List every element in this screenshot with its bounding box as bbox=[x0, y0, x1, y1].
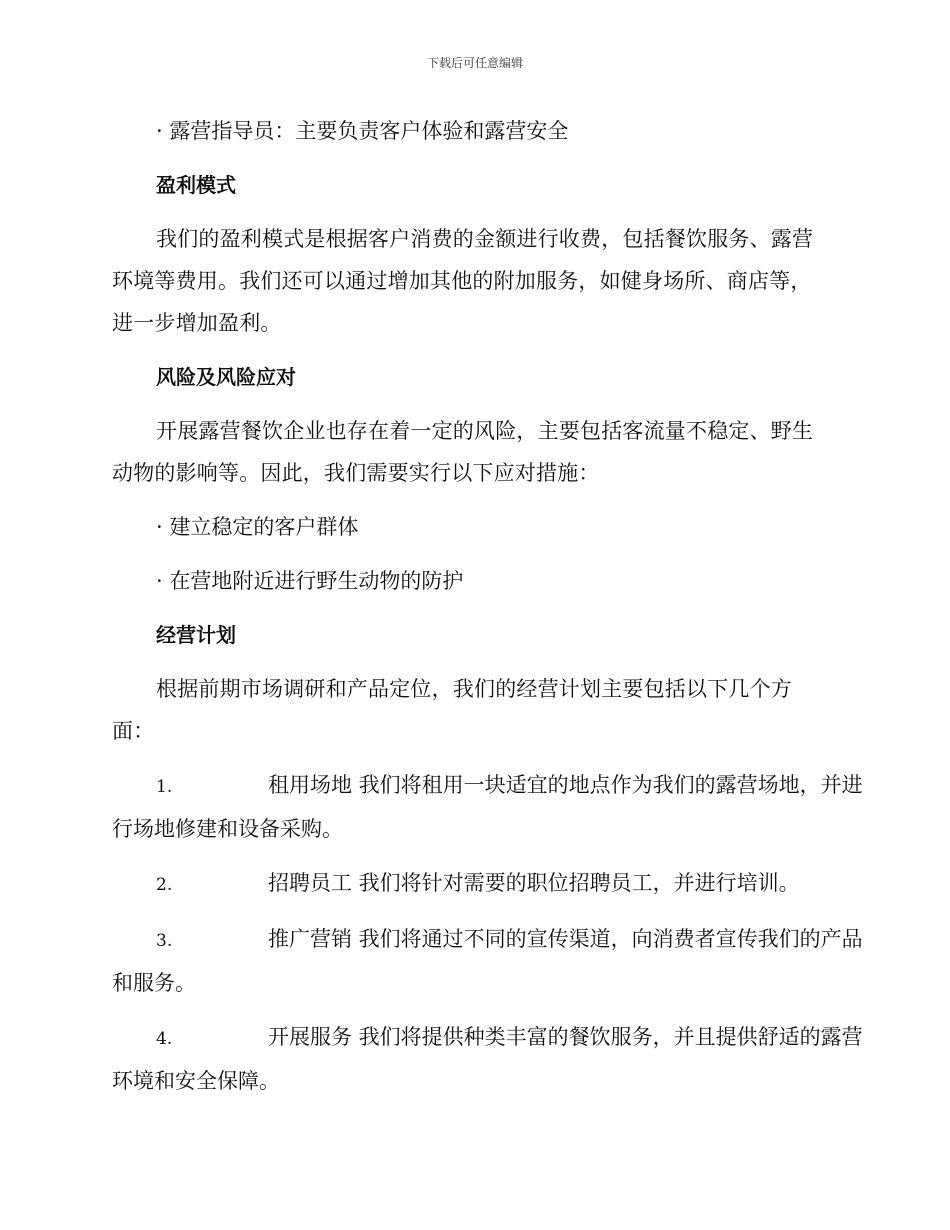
list-item-text: 开展服务 我们将提供种类丰富的餐饮服务，并且提供舒适的露营 bbox=[268, 1025, 863, 1049]
header-note: 下载后可任意编辑 bbox=[426, 56, 523, 70]
list-item-number: 4. bbox=[156, 1029, 173, 1049]
list-item-line: 行场地修建和设备采购。 bbox=[112, 817, 343, 841]
paragraph-line: 我们的盈利模式是根据客户消费的金额进行收费，包括餐饮服务、露营 bbox=[156, 227, 814, 251]
list-item-text: 招聘员工 我们将针对需要的职位招聘员工，并进行培训。 bbox=[268, 871, 800, 895]
bullet-camping-guide: · 露营指导员：主要负责客户体验和露营安全 bbox=[156, 119, 569, 143]
heading-profit-model: 盈利模式 bbox=[156, 173, 236, 197]
heading-business-plan: 经营计划 bbox=[156, 623, 236, 647]
list-item-text: 租用场地 我们将租用一块适宜的地点作为我们的露营场地，并进 bbox=[268, 773, 863, 797]
list-item-line bbox=[112, 1016, 863, 1060]
paragraph-profit-model bbox=[112, 218, 840, 344]
paragraph-line: 环境等费用。我们还可以通过增加其他的附加服务，如健身场所、商店等， bbox=[112, 269, 812, 293]
list-item-number: 1. bbox=[156, 777, 173, 797]
bullet-stable-customers: · 建立稳定的客户群体 bbox=[156, 515, 359, 539]
list-item bbox=[112, 862, 840, 906]
list-item-line: 环境和安全保障。 bbox=[112, 1069, 280, 1093]
document-content bbox=[112, 110, 863, 1114]
list-item-line: 和服务。 bbox=[112, 971, 196, 995]
list-item-line bbox=[112, 764, 863, 808]
list-item-text: 推广营销 我们将通过不同的宣传渠道，向消费者宣传我们的产品 bbox=[268, 927, 863, 951]
paragraph-line: 面： bbox=[112, 719, 155, 743]
heading-risk: 风险及风险应对 bbox=[156, 365, 296, 389]
list-item-number: 3. bbox=[156, 931, 173, 951]
list-item bbox=[112, 918, 863, 1004]
bullet-wildlife-protection: · 在营地附近进行野生动物的防护 bbox=[156, 569, 464, 593]
list-item-line bbox=[112, 862, 840, 906]
list-item-line bbox=[112, 918, 863, 962]
list-item-number: 2. bbox=[156, 875, 173, 895]
paragraph-business-plan bbox=[112, 668, 840, 752]
paragraph-line: 进一步增加盈利。 bbox=[112, 311, 282, 335]
paragraph-line: 根据前期市场调研和产品定位，我们的经营计划主要包括以下几个方 bbox=[156, 677, 792, 701]
paragraph-line: 开展露营餐饮企业也存在着一定的风险，主要包括客流量不稳定、野生 bbox=[156, 419, 814, 443]
paragraph-line: 动物的影响等。因此，我们需要实行以下应对措施： bbox=[112, 461, 600, 485]
list-item bbox=[112, 1016, 863, 1102]
list-item bbox=[112, 764, 863, 850]
paragraph-risk bbox=[112, 410, 840, 494]
